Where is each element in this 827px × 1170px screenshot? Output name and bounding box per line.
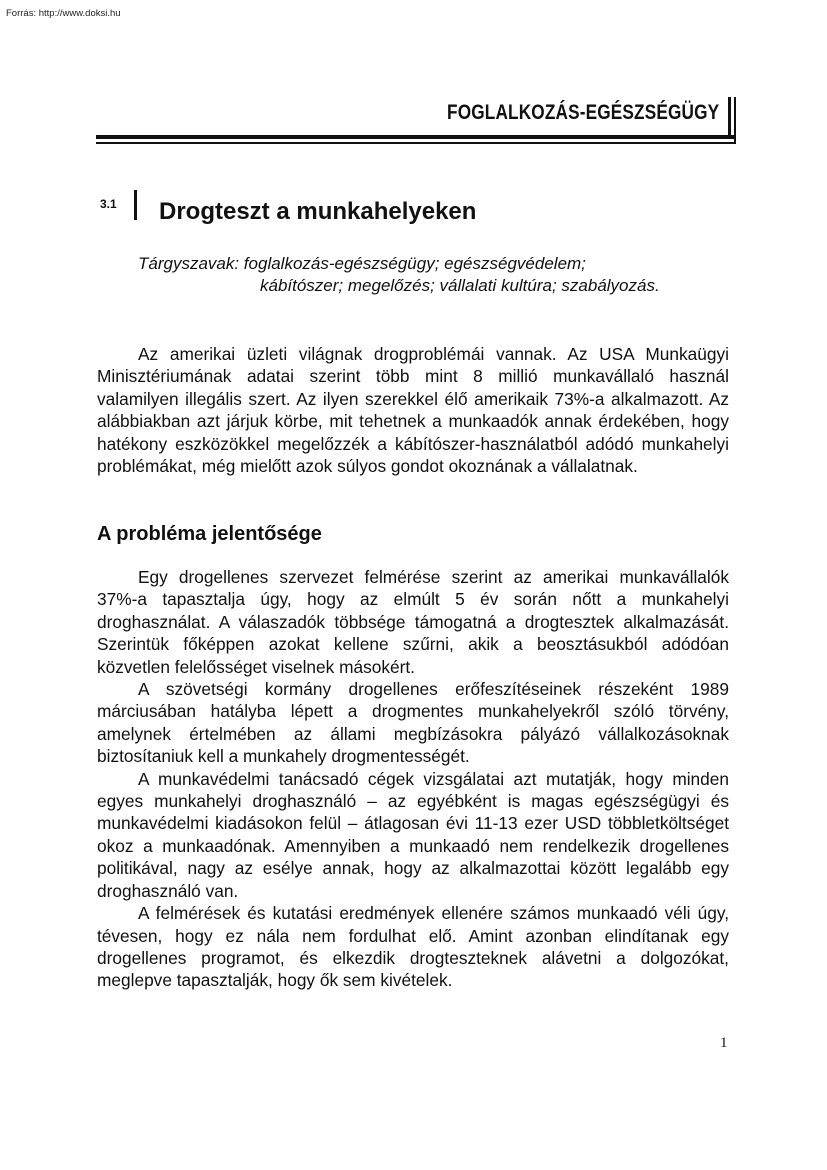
- section-number: 3.1: [100, 197, 117, 211]
- running-header-title: FOGLALKOZÁS-EGÉSZSÉGÜGY: [446, 100, 719, 124]
- paragraph: A felmérések és kutatási eredmények ellenére számos munkaadó véli úgy, tévesen, hogy ez nála nem fordulhat elő. Amint azonban elindítanak egy drogellenes programot, és elkezdik drogteszteknek alávetni a dolgozókat, meglepve tapasztalják, hogy ők sem kivételek.: [97, 903, 729, 991]
- main-body: [97, 566, 729, 992]
- page-number: 1: [720, 1035, 728, 1051]
- keywords-line-2: kábítószer; megelőzés; vállalati kultúra; szabályozás.: [260, 276, 660, 295]
- paragraph: A munkavédelmi tanácsadó cégek vizsgálatai azt mutatják, hogy minden egyes munkahelyi droghasználó – az egyébként is magas egészségügyi és munkavédelmi kiadásokon felül – átlagosan évi 11-13 ezer USD többletköltséget okoz a munkaadónak. Amennyiben a munkaadó nem rendelkezik drogellenes politikával, nagy az esélye annak, hogy az alkalmazottai között legalább egy droghasználó van.: [97, 768, 729, 901]
- section-divider: [134, 190, 137, 220]
- paragraph: A szövetségi kormány drogellenes erőfeszítéseinek részeként 1989 márciusában hatályba lépett a drogmentes munkahelyekről szóló törvény, amelynek értelmében az állami megbízásokra pályázó vállalkozásoknak biztosítaniuk kell a munkahely drogmentességét.: [97, 679, 729, 767]
- header-rule-thin: [96, 142, 736, 144]
- keywords-line-1: Tárgyszavak: foglalkozás-egészségügy; egészségvédelem;: [138, 254, 586, 273]
- intro-paragraph: Az amerikai üzleti világnak drogproblémái vannak. Az USA Munkaügyi Minisztériumának adatai szerint több mint 8 millió munkavállaló használ valamilyen illegális szert. Az ilyen szerekkel élő amerikaik 73%-a alkalmazott. Az alábbiakban azt járjuk körbe, mit tehetnek a munkaadók annak érdekében, hogy hatékony eszközökkel megelőzzék a kábítószer-használatból adódó munkahelyi problémákat, még mielőtt azok súlyos gondot okoznának a vállalatnak.: [97, 344, 729, 477]
- section-title: Drogteszt a munkahelyeken: [159, 198, 477, 225]
- keywords: [138, 253, 660, 297]
- header-vertical-bar: [728, 97, 731, 139]
- intro-paragraph-block: [97, 343, 729, 477]
- source-line: Forrás: http://www.doksi.hu: [6, 8, 121, 19]
- subheading: A probléma jelentősége: [97, 523, 322, 545]
- paragraph: Egy drogellenes szervezet felmérése szerint az amerikai munkavállalók 37%-a tapasztalja úgy, hogy az elmúlt 5 év során nőtt a munkahelyi droghasználat. A válaszadók többsége támogatná a drogtesztek alkalmazását. Szerintük főképpen azokat kellene szűrni, akik a beosztásukból adódóan közvetlen felelősséget viselnek másokért.: [97, 567, 729, 677]
- header-rule-thick: [96, 135, 736, 139]
- header-vertical-bar-outer: [734, 97, 736, 144]
